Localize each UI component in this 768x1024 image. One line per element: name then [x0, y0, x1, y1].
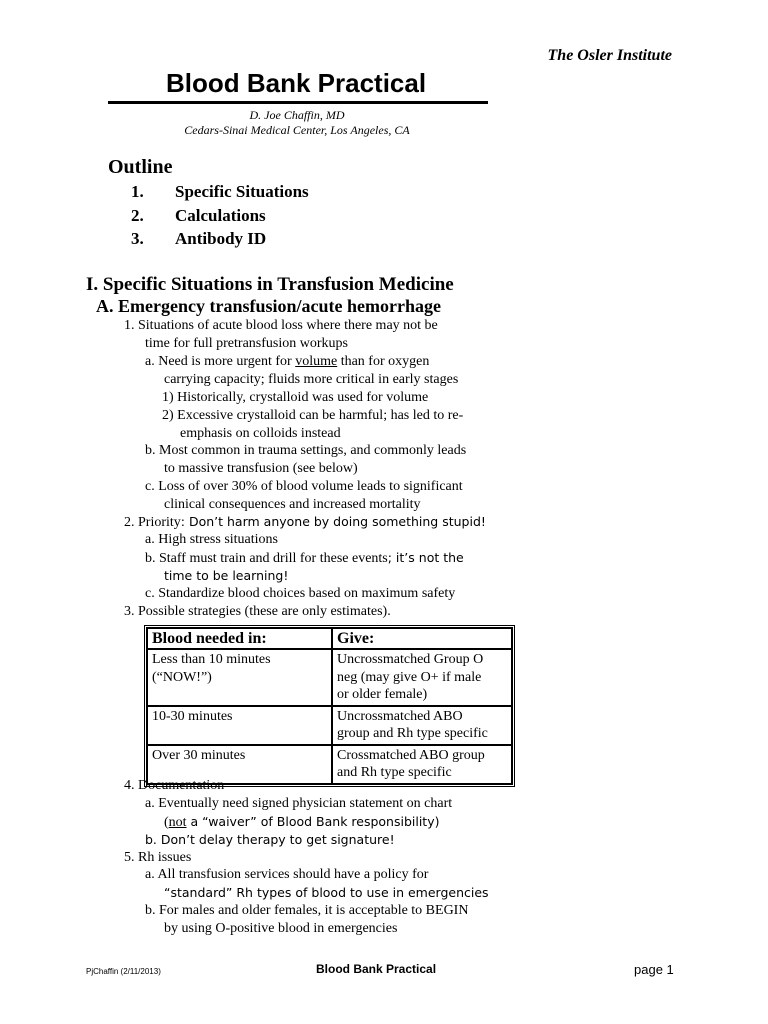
outline-item-label: Calculations	[175, 205, 266, 225]
footer-author-date: PjChaffin (2/11/2013)	[86, 967, 161, 976]
page-number: page 1	[634, 962, 674, 977]
body-line: 3. Possible strategies (these are only estimates).	[124, 604, 391, 619]
text-run: a “waiver” of Blood Bank responsibility)	[186, 814, 440, 829]
table-cell	[332, 649, 512, 706]
body-line: 2) Excessive crystalloid can be harmful; has led to re-	[162, 408, 464, 423]
cell-line: neg (may give O+ if male	[337, 669, 482, 685]
cell-line: 10-30 minutes	[152, 708, 233, 724]
body-line: to massive transfusion (see below)	[164, 461, 358, 476]
body-line: emphasis on colloids instead	[180, 426, 341, 441]
cell-line: Crossmatched ABO group	[337, 747, 485, 763]
table-header: Give:	[332, 628, 512, 649]
text-run: b. Staff must train and drill for these events	[145, 551, 388, 566]
body-line: time to be learning!	[164, 568, 289, 583]
text-run: ; it’s not the	[387, 550, 464, 565]
underlined-text: volume	[295, 354, 338, 369]
body-line: a. High stress situations	[145, 532, 278, 547]
author-block	[172, 108, 422, 138]
body-line	[145, 354, 429, 370]
text-run: (	[164, 815, 169, 830]
body-line	[145, 550, 464, 567]
outline-item	[131, 229, 309, 253]
body-line: b. Most common in trauma settings, and commonly leads	[145, 443, 467, 458]
body-line: carrying capacity; fluids more critical in early stages	[164, 372, 459, 387]
text-run: b. Don’t delay therapy to get signature!	[145, 832, 395, 847]
outline-heading: Outline	[108, 156, 173, 178]
body-line: 4. Documentation	[124, 778, 225, 793]
table-cell	[332, 745, 512, 784]
institute-name: The Osler Institute	[547, 47, 672, 64]
body-line: c. Loss of over 30% of blood volume leads to significant	[145, 479, 463, 494]
cell-line: Less than 10 minutes	[152, 652, 271, 667]
section-heading: I. Specific Situations in Transfusion Medicine	[86, 274, 454, 295]
cell-line: Uncrossmatched ABO	[337, 708, 463, 724]
subsection-heading: A. Emergency transfusion/acute hemorrhage	[96, 296, 441, 316]
outline-item-number: 3.	[131, 229, 144, 248]
outline-item-number: 1.	[131, 182, 144, 201]
body-line: 1) Historically, crystalloid was used for volume	[162, 390, 429, 405]
text-run: than for oxygen	[337, 354, 430, 369]
footer-title: Blood Bank Practical	[316, 962, 437, 976]
body-line	[164, 814, 440, 831]
outline-item	[131, 182, 309, 206]
body-line: 1. Situations of acute blood loss where there may not be	[124, 318, 438, 333]
title-underline	[108, 101, 488, 104]
body-line	[145, 832, 395, 849]
cell-line: (“NOW!”)	[152, 669, 212, 685]
table-cell	[147, 706, 332, 745]
body-line	[124, 514, 486, 531]
cell-line: Uncrossmatched Group O	[337, 652, 484, 667]
outline-item-number: 2.	[131, 205, 144, 225]
cell-line: and Rh type specific	[337, 765, 452, 780]
body-line: by using O-positive blood in emergencies	[164, 921, 398, 936]
underlined-text: not	[168, 815, 187, 830]
body-line: “standard” Rh types of blood to use in emergencies	[164, 885, 489, 900]
table-header: Blood needed in:	[147, 628, 332, 649]
body-line: clinical consequences and increased mortality	[164, 497, 421, 512]
cell-line: group and Rh type specific	[337, 726, 488, 741]
table-row	[147, 706, 512, 745]
body-line: a. Eventually need signed physician statement on chart	[145, 796, 453, 811]
text-run: 2. Priority	[124, 515, 181, 530]
outline-item-label: Antibody ID	[175, 229, 267, 248]
table-row	[147, 649, 512, 706]
text-run: : Don’t harm anyone by doing something stupid!	[180, 514, 486, 529]
text-run: a. Need is more urgent for	[145, 354, 296, 369]
author-affiliation: Cedars-Sinai Medical Center, Los Angeles, CA	[184, 123, 410, 137]
table-cell	[147, 649, 332, 706]
cell-line: Over 30 minutes	[152, 747, 246, 763]
body-line: a. All transfusion services should have a policy for	[145, 867, 429, 882]
strategy-table	[144, 625, 515, 787]
cell-line: or older female)	[337, 687, 428, 702]
author-name: D. Joe Chaffin, MD	[249, 108, 345, 122]
table-header-row	[147, 628, 512, 649]
body-line: time for full pretransfusion workups	[145, 336, 348, 351]
document-title: Blood Bank Practical	[166, 68, 427, 98]
table-cell	[332, 706, 512, 745]
outline-item-label: Specific Situations	[175, 182, 309, 201]
body-line: 5. Rh issues	[124, 850, 192, 865]
body-line: c. Standardize blood choices based on maximum safety	[145, 586, 456, 601]
body-line: b. For males and older females, it is acceptable to BEGIN	[145, 903, 469, 918]
outline-item	[131, 206, 309, 230]
outline-list	[131, 182, 309, 253]
